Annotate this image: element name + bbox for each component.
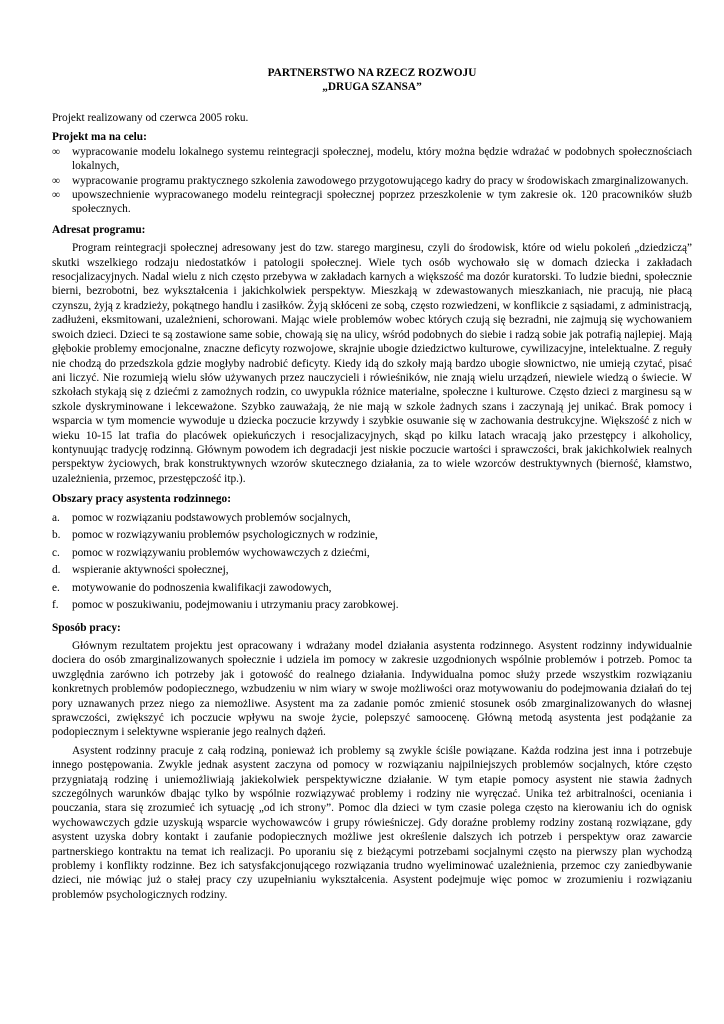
infinity-bullet-icon: ∞ [52,174,61,187]
goal-text: upowszechnienie wypracowanego modelu reintegracji społecznej poprzez przeszkolenie w tym zakresie ok. 120 pracowników służb społecznych. [72,189,692,216]
infinity-bullet-icon: ∞ [52,189,61,202]
area-text: motywowanie do podnoszenia kwalifikacji zawodowych, [72,581,332,594]
goals-heading: Projekt ma na celu: [52,131,147,144]
area-marker: a. [52,511,60,524]
area-item [52,527,692,545]
addressee-heading: Adresat programu: [52,223,146,236]
title-line-2: „DRUGA SZANSA” [322,81,422,93]
addressee-paragraph: Program reintegracji społecznej adresowany jest do tzw. starego marginesu, czyli do środowisk, które od wielu pokoleń „dziedziczą” skutki wszelkiego rodzaju niedostatków i patologii społecznej. Wiele tych osób wychowało się w domach dziecka i zakładach resocjalizacyjnych. Nadal wielu z nich często przebywa w zakładach karnych a większość ma dozór kuratorski. To ludzie biedni, społecznie bierni, bezrobotni, bez wykształcenia i jakichkolwiek perspektyw. Mieszkają w zdewastowanych mieszkaniach, nie pracują, nie płacą czynszu, żyją z kradzieży, pokątnego handlu i zasiłków. Żyją skłóceni ze sobą, często rozwiedzeni, w konflikcie z sąsiadami, z administracją, zadłużeni, eksmitowani, uzależnieni, schorowani. Mając wiele problemów wobec których czują się bezradni, nie zajmują się wychowaniem swoich dzieci. Dzieci te są zostawione same sobie, chowają się na ulicy, wśród podobnych do siebie i radzą sobie jak potrafią najlepiej. Mają głębokie problemy emocjonalne, znaczne deficyty rozwojowe, skrajnie ubogie dziedzictwo kulturowe, cywilizacyjne, intelektualne. Z reguły nie chodzą do przedszkola gdzie mogłyby nadrobić deficyty. Kiedy idą do szkoły mają bardzo ubogie słownictwo, nie umieją czytać, pisać ani liczyć. Nie rozumieją wielu słów używanych przez nauczycieli i rówieśników, nie znają wielu urządzeń, niewiele wiedzą o świecie. W szkołach stykają się z dziećmi z zamożnych rodzin, co uwypukla różnice materialne, społeczne i kulturowe. Często dzieci z marginesu są w szkole dyskryminowane i lekceważone. Szybko zauważają, że nie mają w szkole żadnych szans i zaczynają jej unikać. Brak pomocy i wsparcia w tym momencie wywoduje u dziecka poczucie krzywdy i szybkie osuwanie się w zachowania destrukcyjne. Większość z nich w wieku 10-15 lat trafia do placówek opiekuńczych i resocjalizacyjnych, skąd po kilku latach wracają jako przestępcy i alkoholicy, kontynuując tradycję rodzinną. Głównym powodem ich degradacji jest niskie poczucie wartości i sprawczości, brak jakichkolwiek realnych perspektyw życiowych, brak konstruktywnych wzorów skutecznego działania, za to wiele wzorców destruktywnych (bierność, kłamstwo, uzależnienia, przemoc, przestępczość itp.). [52,242,692,485]
area-item [52,580,692,598]
title-line-1: PARTNERSTWO NA RZECZ ROZWOJU [267,67,477,79]
area-item [52,562,692,580]
method-paragraph-1: Głównym rezultatem projektu jest opracowany i wdrażany model działania asystenta rodzinnego. Asystent rodzinny indywidualnie dociera do osób zmarginalizowanych społecznie i udziela im pomocy w zakresie uzgodnionych wspólnie problemów i potrzeb. Pomoc ta uwzględnia zarówno ich potrzeby jak i gotowość do realnego działania. Indywidualna pomoc służy przede wszystkim rozwiązaniu konkretnych problemów podopiecznego, wzbudzeniu w nim wiary w swoje możliwości oraz motywowaniu do podejmowania działań do tej pory uznawanych przez niego za niemożliwe. Asystent ma za zadanie pomóc zmienić stosunek osób zmarginalizowanych do własnej sprawczości, zwiększyć ich poczucie wpływu na swoje życie, polepszyć samoocenę. Główną metodą asystenta jest podążanie za podopiecznym i selektywne wspieranie jego realnych dążeń. [52,639,692,739]
area-marker: d. [52,564,61,577]
goal-item [52,188,692,217]
document-title [52,66,692,94]
area-text: pomoc w rozwiązywaniu problemów wychowawczych z dziećmi, [72,546,370,559]
area-text: wspieranie aktywności społecznej, [72,564,229,577]
areas-heading: Obszary pracy asystenta rodzinnego: [52,493,231,506]
area-text: pomoc w poszukiwaniu, podejmowaniu i utrzymaniu pracy zarobkowej. [72,599,399,612]
infinity-bullet-icon: ∞ [52,145,61,158]
goal-text: wypracowanie modelu lokalnego systemu reintegracji społecznej, modelu, który można będzie wdrażać w podobnych społecznościach lokalnych, [72,145,692,173]
goal-item [52,174,692,188]
method-paragraph-2: Asystent rodzinny pracuje z całą rodziną, ponieważ ich problemy są zwykle ściśle powiązane. Każda rodzina jest inna i potrzebuje innego postępowania. Zwykle jednak asystent zaczyna od pomocy w rozwiązaniu najpilniejszych problemów socjalnych, które często przygniatają rodzinę i uniemożliwiają jakiekolwiek perspektywiczne działanie. W tym etapie pomocy asystent nie stawia żadnych szczególnych warunków dbając tylko by wspólnie rozwiązywać problemy i rodziny nie wyręczać. Unika też arbitralności, oceniania i pouczania, stara się zrozumieć ich sytuację „od ich strony”. Pomoc dla dzieci w tym czasie polega często na kierowaniu ich do ognisk wychowawczych gdzie uzyskują wsparcie wychowawców i grupy rówieśniczej. Gdy doraźne problemy rodziny zostaną rozwiązane, gdy asystent uzyska dobry kontakt i zaufanie podopiecznych możliwe jest określenie dalszych ich potrzeb i perspektyw oraz zawarcie partnerskiego kontraktu na temat ich realizacji. Po uporaniu się z bieżącymi potrzebami socjalnymi często na pierwszy plan wychodzą problemy i konflikty rodzinne. Bez ich satysfakcjonującego rozwiązania trudno wyeliminować uzależnienia, przemoc czy zaniedbywanie dzieci, nie mówiąc już o stałej pracy czy uzupełnianiu wykształcenia. Asystent podejmuje więc pomoc w zrozumieniu i rozwiązaniu problemów psychologicznych rodziny. [52,744,692,901]
goal-text: wypracowanie programu praktycznego szkolenia zawodowego przygotowującego kadry do pracy w środowiskach zmarginalizowanych. [72,174,689,187]
goal-item [52,145,692,174]
area-marker: f. [52,599,59,612]
area-text: pomoc w rozwiązaniu podstawowych problemów socjalnych, [72,511,351,524]
area-item [52,545,692,563]
goals-list [52,145,692,217]
area-marker: e. [52,581,60,594]
method-heading: Sposób pracy: [52,621,121,634]
area-marker: c. [52,546,60,559]
document-page [52,66,692,902]
area-marker: b. [52,529,61,542]
area-text: pomoc w rozwiązywaniu problemów psychologicznych w rodzinie, [72,529,378,542]
intro-text: Projekt realizowany od czerwca 2005 roku. [52,112,249,124]
area-item [52,510,692,528]
area-item [52,597,692,615]
areas-list [52,510,692,615]
